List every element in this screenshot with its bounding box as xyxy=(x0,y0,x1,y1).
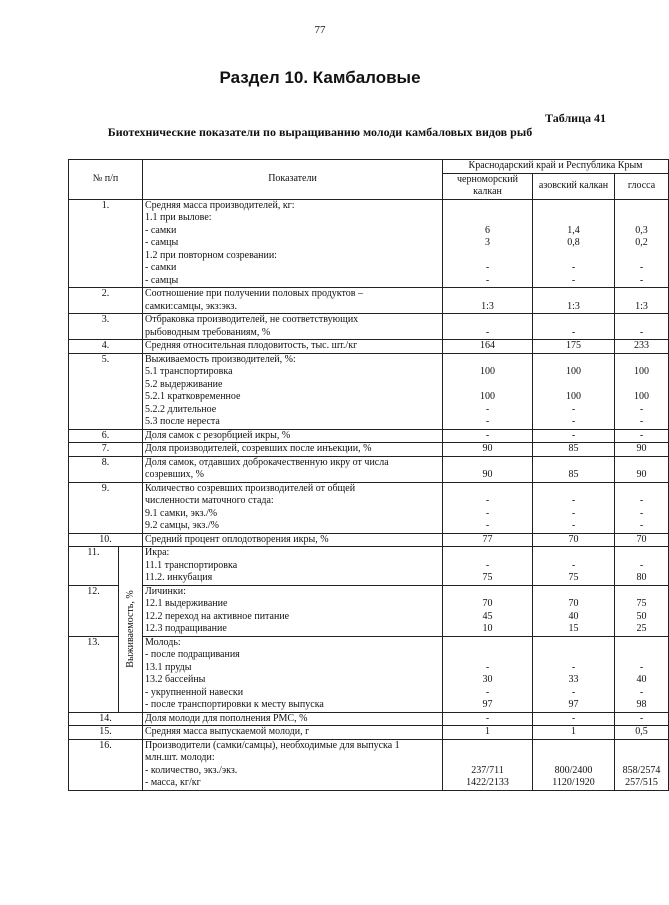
indicator-line: Молодь: xyxy=(145,636,181,648)
value-line xyxy=(617,752,666,765)
value-line: 237/711 xyxy=(471,764,504,776)
value-line xyxy=(445,637,530,650)
indicator-line: 5.2.2 длительное xyxy=(145,403,217,415)
indicator-line: 12.3 подращивание xyxy=(145,623,227,634)
row-number: 15. xyxy=(69,726,143,740)
value-line: - xyxy=(571,262,576,273)
value-line xyxy=(535,250,612,263)
value-species-2: 1:3 xyxy=(533,288,615,314)
value-line xyxy=(445,212,530,225)
indicator-line: Производители (самки/самцы), необходимые для выпуска 1 xyxy=(145,739,400,751)
row-number: 6. xyxy=(69,429,143,443)
survival-vertical-text: Выживаемость, % xyxy=(124,590,136,668)
header-species-1: черноморский калкан xyxy=(443,173,533,199)
row-number: 11. xyxy=(69,547,119,586)
value-line xyxy=(535,200,612,213)
value-species-3: 90 xyxy=(615,456,669,482)
table-row xyxy=(69,429,669,443)
value-line: - xyxy=(485,495,490,506)
value-species-1 xyxy=(443,636,533,712)
value-line: 100 xyxy=(566,391,582,402)
table-row xyxy=(69,533,669,547)
indicator-cell xyxy=(143,288,443,314)
indicator-line: 13.1 пруды xyxy=(145,661,192,673)
value-line: 6 xyxy=(485,224,491,236)
survival-vertical-label xyxy=(119,547,143,713)
indicator-line: 12.1 выдерживание xyxy=(145,598,228,609)
indicator-line: самки:самцы, экз:экз. xyxy=(145,300,237,312)
value-line: 257/515 xyxy=(625,777,658,788)
value-line: - xyxy=(639,520,644,531)
value-line: 100 xyxy=(480,391,496,402)
value-line: 0,2 xyxy=(635,237,648,248)
table-row xyxy=(69,288,669,314)
row-number: 12. xyxy=(69,585,119,636)
value-line xyxy=(535,586,612,599)
indicator-line: 9.1 самки, экз./% xyxy=(145,507,218,519)
indicator-cell xyxy=(143,636,443,712)
value-species-2 xyxy=(533,482,615,533)
value-line: 80 xyxy=(636,572,647,583)
value-species-2: - xyxy=(533,314,615,340)
value-line xyxy=(445,586,530,599)
table-row xyxy=(69,726,669,740)
value-line: - xyxy=(639,416,644,427)
table-row xyxy=(69,443,669,457)
value-line: 0,3 xyxy=(635,224,648,236)
value-line: - xyxy=(571,495,576,506)
table-row xyxy=(69,340,669,354)
value-line: 1120/1920 xyxy=(552,777,595,788)
value-species-3: 70 xyxy=(615,533,669,547)
value-line: - xyxy=(485,262,490,273)
indicator-line: - количество, экз./экз. xyxy=(145,764,238,776)
value-line: - xyxy=(485,686,490,698)
value-line: 30 xyxy=(482,674,493,685)
table-row xyxy=(69,547,669,586)
value-line: 100 xyxy=(480,366,496,377)
value-line xyxy=(445,354,530,367)
indicator-line: Средняя масса выпускаемой молоди, г xyxy=(145,726,310,737)
value-species-1 xyxy=(443,199,533,288)
value-species-3: 90 xyxy=(615,443,669,457)
indicator-line: - укрупненной навески xyxy=(145,686,244,698)
value-line: 40 xyxy=(636,674,647,685)
value-line: - xyxy=(639,274,644,286)
indicator-cell xyxy=(143,533,443,547)
indicator-cell xyxy=(143,199,443,288)
value-line: - xyxy=(571,686,576,698)
value-line: 1422/2133 xyxy=(466,777,509,788)
indicator-line: 1.1 при вылове: xyxy=(145,212,212,223)
value-line xyxy=(617,212,666,225)
indicator-cell xyxy=(143,712,443,726)
value-line: 75 xyxy=(568,572,579,583)
value-line: 50 xyxy=(636,610,647,622)
indicator-line: 5.1 транспортировка xyxy=(145,366,233,377)
value-line xyxy=(445,379,530,392)
value-line xyxy=(445,200,530,213)
value-line: - xyxy=(571,559,576,571)
value-line xyxy=(535,547,612,560)
header-row xyxy=(69,160,669,174)
value-line: 70 xyxy=(482,598,493,609)
value-line: 858/2574 xyxy=(622,764,661,776)
value-line xyxy=(445,547,530,560)
value-line xyxy=(535,483,612,496)
indicator-cell xyxy=(143,482,443,533)
value-species-2 xyxy=(533,636,615,712)
indicator-line: рыбоводным требованиям, % xyxy=(145,326,271,338)
row-number: 14. xyxy=(69,712,143,726)
indicator-cell xyxy=(143,726,443,740)
indicator-line: Отбраковка производителей, не соответствующих xyxy=(145,314,359,325)
row-number: 9. xyxy=(69,482,143,533)
value-species-3: 0,5 xyxy=(615,726,669,740)
value-species-2: 85 xyxy=(533,456,615,482)
indicator-line: 12.2 переход на активное питание xyxy=(145,610,290,622)
indicator-cell xyxy=(143,314,443,340)
value-species-3 xyxy=(615,199,669,288)
value-species-1: - xyxy=(443,429,533,443)
value-species-3 xyxy=(615,585,669,636)
table-row xyxy=(69,636,669,712)
value-species-3: 233 xyxy=(615,340,669,354)
value-line: 70 xyxy=(568,598,579,609)
value-line: - xyxy=(571,661,576,673)
indicator-line: Икра: xyxy=(145,547,170,558)
value-line xyxy=(535,649,612,662)
indicator-cell xyxy=(143,353,443,429)
table-row xyxy=(69,314,669,340)
value-species-3 xyxy=(615,547,669,586)
value-species-2 xyxy=(533,353,615,429)
header-region: Краснодарский край и Республика Крым xyxy=(443,160,669,174)
indicator-line: Выживаемость производителей, %: xyxy=(145,353,296,365)
value-line xyxy=(617,740,666,753)
table-row xyxy=(69,482,669,533)
value-line: - xyxy=(485,403,490,415)
value-line xyxy=(535,637,612,650)
value-line xyxy=(445,483,530,496)
value-line: 98 xyxy=(636,699,647,710)
indicator-line: 13.2 бассейны xyxy=(145,674,206,685)
value-line xyxy=(445,250,530,263)
value-species-2 xyxy=(533,739,615,790)
indicator-line: - самцы xyxy=(145,274,179,286)
value-species-3: 1:3 xyxy=(615,288,669,314)
value-line xyxy=(445,649,530,662)
row-number: 3. xyxy=(69,314,143,340)
indicator-line: Средняя масса производителей, кг: xyxy=(145,199,295,211)
value-species-1 xyxy=(443,353,533,429)
indicator-line: 11.1 транспортировка xyxy=(145,559,238,571)
indicator-line: - самки xyxy=(145,224,177,236)
value-line xyxy=(535,740,612,753)
value-line: 0,8 xyxy=(567,237,580,248)
value-line: - xyxy=(639,262,644,273)
value-line: 100 xyxy=(634,391,650,402)
value-line xyxy=(535,354,612,367)
indicator-cell xyxy=(143,739,443,790)
value-species-3 xyxy=(615,353,669,429)
value-species-1: - xyxy=(443,314,533,340)
value-line: - xyxy=(639,686,644,698)
indicator-line: - самцы xyxy=(145,237,179,248)
value-species-1 xyxy=(443,482,533,533)
value-line xyxy=(445,752,530,765)
value-line: 100 xyxy=(566,366,582,377)
indicator-line: 5.3 после нереста xyxy=(145,416,220,427)
row-number: 1. xyxy=(69,199,143,288)
page-number: 77 xyxy=(314,24,326,36)
value-species-3 xyxy=(615,482,669,533)
value-line xyxy=(445,740,530,753)
value-species-2: 85 xyxy=(533,443,615,457)
value-species-1: 1 xyxy=(443,726,533,740)
value-species-2: 175 xyxy=(533,340,615,354)
value-species-2 xyxy=(533,547,615,586)
value-line: - xyxy=(485,507,490,519)
value-line xyxy=(617,649,666,662)
indicator-cell xyxy=(143,585,443,636)
value-line: 45 xyxy=(482,610,493,622)
indicator-line: 5.2 выдерживание xyxy=(145,378,223,390)
row-number: 4. xyxy=(69,340,143,354)
value-line xyxy=(617,200,666,213)
header-species-2: азовский калкан xyxy=(533,173,615,199)
value-line xyxy=(617,250,666,263)
value-line: - xyxy=(639,403,644,415)
table-row xyxy=(69,353,669,429)
indicator-line: - после транспортировки к месту выпуска xyxy=(145,699,324,710)
value-species-2: 1 xyxy=(533,726,615,740)
value-line xyxy=(535,212,612,225)
value-line: 100 xyxy=(634,366,650,377)
value-line: 800/2400 xyxy=(554,764,593,776)
value-species-2 xyxy=(533,199,615,288)
row-number: 8. xyxy=(69,456,143,482)
indicator-line: Доля самок с резорбцией икры, % xyxy=(145,429,291,441)
value-line: - xyxy=(571,416,576,427)
value-line: 25 xyxy=(636,623,647,634)
value-line: - xyxy=(571,520,576,531)
row-number: 16. xyxy=(69,739,143,790)
value-species-1: 1:3 xyxy=(443,288,533,314)
table-row xyxy=(69,199,669,288)
value-line: - xyxy=(485,559,490,571)
indicator-line: - самки xyxy=(145,262,177,273)
value-line xyxy=(617,483,666,496)
header-num: № п/п xyxy=(69,160,143,200)
value-line: 40 xyxy=(568,610,579,622)
value-species-1: 90 xyxy=(443,443,533,457)
indicator-line: млн.шт. молоди: xyxy=(145,752,215,763)
value-line: - xyxy=(571,507,576,519)
value-line: - xyxy=(485,274,490,286)
value-line: - xyxy=(639,507,644,519)
table-number: Таблица 41 xyxy=(545,111,606,125)
value-line: 75 xyxy=(636,598,647,609)
value-species-3 xyxy=(615,739,669,790)
value-species-2: 70 xyxy=(533,533,615,547)
value-line: - xyxy=(639,661,644,673)
value-line xyxy=(617,547,666,560)
indicator-line: Доля производителей, созревших после инъекции, % xyxy=(145,443,372,454)
row-number: 5. xyxy=(69,353,143,429)
indicator-line: 11.2. инкубация xyxy=(145,572,213,583)
value-line: - xyxy=(485,661,490,673)
indicator-cell xyxy=(143,443,443,457)
value-line xyxy=(535,752,612,765)
row-number: 10. xyxy=(69,533,143,547)
value-line: 1,4 xyxy=(567,224,580,236)
value-species-1: 164 xyxy=(443,340,533,354)
value-line: 97 xyxy=(568,699,579,710)
value-species-1 xyxy=(443,547,533,586)
value-species-1 xyxy=(443,585,533,636)
row-number: 7. xyxy=(69,443,143,457)
indicator-line: Количество созревших производителей от общей xyxy=(145,482,356,494)
value-species-3: - xyxy=(615,712,669,726)
value-species-3: - xyxy=(615,429,669,443)
value-line: - xyxy=(485,416,490,427)
value-line: - xyxy=(571,403,576,415)
table-row xyxy=(69,456,669,482)
value-line: 33 xyxy=(568,674,579,685)
row-number: 13. xyxy=(69,636,119,712)
value-line xyxy=(617,637,666,650)
header-indicator: Показатели xyxy=(143,160,443,200)
value-species-1: 77 xyxy=(443,533,533,547)
value-species-2 xyxy=(533,585,615,636)
value-species-1: - xyxy=(443,712,533,726)
value-species-2: - xyxy=(533,429,615,443)
table-row xyxy=(69,739,669,790)
table-row xyxy=(69,712,669,726)
value-species-3 xyxy=(615,636,669,712)
value-line: - xyxy=(639,559,644,571)
value-species-1: 90 xyxy=(443,456,533,482)
value-line: - xyxy=(485,520,490,531)
indicator-line: - после подращивания xyxy=(145,649,240,660)
table-row xyxy=(69,585,669,636)
indicator-cell xyxy=(143,340,443,354)
value-line: 97 xyxy=(482,699,493,710)
indicator-line: Соотношение при получении половых продуктов – xyxy=(145,288,363,299)
row-number: 2. xyxy=(69,288,143,314)
value-species-2: - xyxy=(533,712,615,726)
value-line: 10 xyxy=(482,623,493,634)
biotech-indicators-table xyxy=(68,159,669,791)
value-species-3: - xyxy=(615,314,669,340)
value-line: 15 xyxy=(568,623,579,634)
indicator-cell xyxy=(143,429,443,443)
value-line: 3 xyxy=(485,237,491,248)
value-line: 75 xyxy=(482,572,493,583)
value-line: - xyxy=(639,495,644,506)
value-species-1 xyxy=(443,739,533,790)
value-line xyxy=(617,379,666,392)
indicator-line: созревших, % xyxy=(145,469,204,480)
indicator-line: Доля молоди для пополнения РМС, % xyxy=(145,712,308,724)
indicator-line: Средняя относительная плодовитость, тыс. шт./кг xyxy=(145,340,358,351)
value-line xyxy=(617,586,666,599)
header-species-3: глосса xyxy=(615,173,669,199)
indicator-line: Доля самок, отдавших доброкачественную икру от числа xyxy=(145,456,389,468)
indicator-line: - масса, кг/кг xyxy=(145,777,201,788)
indicator-line: Средний процент оплодотворения икры, % xyxy=(145,533,329,545)
indicator-cell xyxy=(143,547,443,586)
indicator-line: 1.2 при повторном созревании: xyxy=(145,249,277,261)
section-title: Раздел 10. Камбаловые xyxy=(219,68,421,87)
table-caption: Биотехнические показатели по выращиванию молоди камбаловых видов рыб xyxy=(107,125,533,139)
value-line: - xyxy=(571,274,576,286)
indicator-cell xyxy=(143,456,443,482)
indicator-line: 9.2 самцы, экз./% xyxy=(145,520,219,531)
value-line xyxy=(535,379,612,392)
indicator-line: Личинки: xyxy=(145,585,186,597)
indicator-line: численности маточного стада: xyxy=(145,495,274,506)
indicator-line: 5.2.1 кратковременное xyxy=(145,391,241,402)
value-line xyxy=(617,354,666,367)
